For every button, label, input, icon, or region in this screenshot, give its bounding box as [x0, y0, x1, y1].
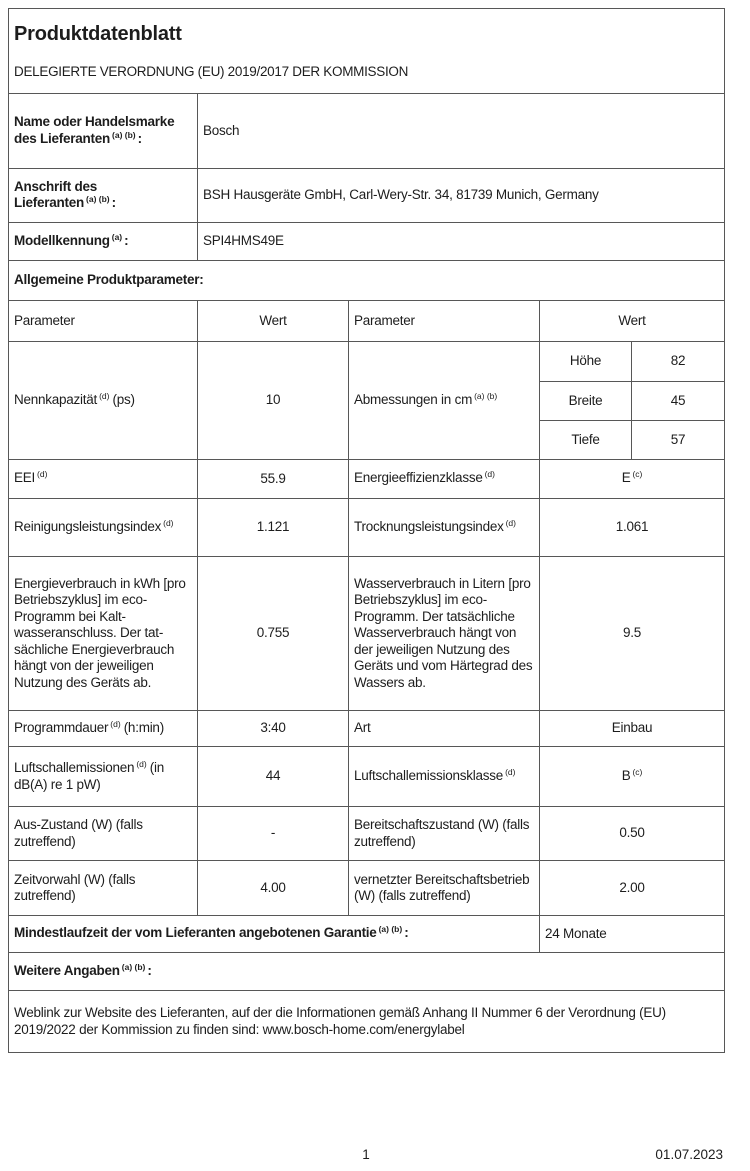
- drying-index-value: 1.061: [540, 499, 725, 557]
- section-title-row: [9, 261, 725, 301]
- noise-class-label-cell: [349, 747, 540, 807]
- model-id-row: [9, 223, 725, 261]
- standby-label: Bereitschaftszustand (W) (falls zutreffend): [349, 807, 540, 861]
- noise-class-value: B: [621, 767, 631, 783]
- capacity-label-cell: [9, 342, 198, 460]
- capacity-unit: (ps): [112, 391, 135, 407]
- dimension-value-breite: 45: [632, 382, 725, 421]
- footnote-marks: (a) (b): [121, 961, 146, 972]
- eei-label: EEI: [14, 470, 36, 486]
- eei-row: [9, 460, 725, 499]
- type-value: Einbau: [540, 711, 725, 747]
- footer-date: 01.07.2023: [655, 1147, 723, 1162]
- warranty-value: 24 Monate: [540, 916, 725, 953]
- programme-duration-value: 3:40: [198, 711, 349, 747]
- consumption-row: [9, 557, 725, 711]
- header-cell: [9, 9, 725, 94]
- warranty-label-cell: [9, 916, 540, 953]
- off-mode-label: Aus-Zustand (W) (falls zutreffend): [9, 807, 198, 861]
- noise-value: 44: [198, 747, 349, 807]
- noise-label-cell: [9, 747, 198, 807]
- programme-duration-label-cell: [9, 711, 198, 747]
- supplier-address-label-cell: [9, 169, 198, 223]
- page-title: Produktdatenblatt: [14, 22, 182, 45]
- footnote-marks: (c): [632, 766, 643, 777]
- footnote-marks: (d): [110, 718, 121, 729]
- supplier-name-label-cell: [9, 94, 198, 169]
- programme-duration-label: Programmdauer: [14, 719, 109, 735]
- capacity-value: 10: [198, 342, 349, 460]
- dimension-name-hoehe: Höhe: [540, 342, 632, 382]
- additional-info-row: [9, 953, 725, 991]
- supplier-name-row: [9, 94, 725, 169]
- water-consumption-value: 9.5: [540, 557, 725, 711]
- footnote-marks: (d): [505, 766, 516, 777]
- networked-standby-value: 2.00: [540, 861, 725, 916]
- eei-value: 55.9: [198, 460, 349, 499]
- footnote-marks: (a) (b): [112, 129, 136, 140]
- footnote-marks: (d): [37, 469, 48, 480]
- weblink-row: [9, 991, 725, 1053]
- cleaning-index-row: [9, 499, 725, 557]
- noise-label: Luftschallemissionen: [14, 759, 135, 775]
- programme-duration-unit: (h:min): [123, 719, 164, 735]
- colon: :: [404, 925, 409, 941]
- footnote-marks: (a) (b): [474, 390, 498, 401]
- colon: :: [147, 962, 152, 978]
- colon: :: [124, 232, 129, 248]
- col-header-parameter-2: Parameter: [349, 301, 540, 342]
- capacity-dimensions-row: [9, 342, 725, 382]
- dimension-name-tiefe: Tiefe: [540, 421, 632, 460]
- water-consumption-label: Wasserverbrauch in Litern [pro Betriebszyklus] im eco-Programm. Der tatsächliche Wasserverbrauch hängt von der jeweiligen Nutzung des Geräts und vom Härtegrad des Wassers ab.: [349, 557, 540, 711]
- col-header-parameter-1: Parameter: [9, 301, 198, 342]
- dimension-name-breite: Breite: [540, 382, 632, 421]
- supplier-address-value: BSH Hausgeräte GmbH, Carl-Wery-Str. 34, 81739 Munich, Germany: [198, 169, 725, 223]
- warranty-row: [9, 916, 725, 953]
- header-row: [9, 9, 725, 94]
- energy-class-label: Energieeffizienzklasse: [354, 470, 483, 486]
- standby-value: 0.50: [540, 807, 725, 861]
- page-footer: [8, 1147, 724, 1165]
- cleaning-index-label: Reinigungsleistungsindex: [14, 518, 162, 534]
- additional-info-label-cell: [9, 953, 725, 991]
- noise-unit: (in dB(A) re 1 pW): [14, 759, 164, 792]
- weblink-text: Weblink zur Website des Lieferanten, auf der die Informationen gemäß Anhang II Nummer 6 der Verordnung (EU) 2019/2022 der Kommission zu finden sind: www.bosch-home.com/energylabel: [9, 991, 725, 1053]
- noise-row: [9, 747, 725, 807]
- energy-consumption-value: 0.755: [198, 557, 349, 711]
- footnote-marks: (d): [99, 390, 110, 401]
- energy-class-label-cell: [349, 460, 540, 499]
- programme-duration-row: [9, 711, 725, 747]
- model-id-label: Modellkennung: [14, 232, 110, 248]
- section-title: Allgemeine Produktparameter:: [9, 261, 725, 301]
- cleaning-index-value: 1.121: [198, 499, 349, 557]
- additional-info-label: Weitere Angaben: [14, 962, 120, 978]
- delay-start-value: 4.00: [198, 861, 349, 916]
- drying-index-label-cell: [349, 499, 540, 557]
- supplier-address-label: Anschrift des Lieferanten: [14, 178, 98, 210]
- dimensions-label-cell: [349, 342, 540, 460]
- col-header-wert-2: Wert: [540, 301, 725, 342]
- column-header-row: [9, 301, 725, 342]
- supplier-name-label: Name oder Handelsmarke des Lieferanten: [14, 114, 175, 146]
- supplier-address-row: [9, 169, 725, 223]
- eei-label-cell: [9, 460, 198, 499]
- cleaning-index-label-cell: [9, 499, 198, 557]
- networked-standby-label: vernetzter Bereitschaftsbetrieb (W) (falls zutreffend): [349, 861, 540, 916]
- noise-class-label: Luftschallemissionsklasse: [354, 767, 504, 783]
- capacity-label: Nennkapazität: [14, 391, 98, 407]
- footnote-marks: (d): [136, 758, 147, 769]
- energy-class-value: E: [621, 470, 631, 486]
- supplier-name-value: Bosch: [198, 94, 725, 169]
- page-number: 1: [362, 1147, 370, 1162]
- drying-index-label: Trocknungsleistungsindex: [354, 518, 504, 534]
- off-mode-row: [9, 807, 725, 861]
- delay-start-label: Zeitvorwahl (W) (falls zutreffend): [9, 861, 198, 916]
- colon: :: [137, 130, 142, 146]
- footnote-marks: (d): [163, 517, 174, 528]
- footnote-marks: (a) (b): [378, 924, 403, 935]
- type-label: Art: [349, 711, 540, 747]
- footnote-marks: (c): [632, 469, 643, 480]
- dimension-value-hoehe: 82: [632, 342, 725, 382]
- datasheet-table: [8, 8, 725, 1053]
- energy-class-value-cell: [540, 460, 725, 499]
- footnote-marks: (a): [111, 231, 123, 242]
- colon: :: [111, 195, 116, 210]
- dimensions-label: Abmessungen in cm: [354, 391, 473, 407]
- warranty-label: Mindestlaufzeit der vom Lieferanten angebotenen Garantie: [14, 925, 377, 941]
- noise-class-value-cell: [540, 747, 725, 807]
- energy-consumption-label: Energieverbrauch in kWh [pro Betriebszyklus] im eco-Programm bei Kaltwasseranschluss. Der tatsächliche Energieverbrauch hängt von der jeweiligen Nutzung des Geräts ab.: [9, 557, 198, 711]
- model-id-value: SPI4HMS49E: [198, 223, 725, 261]
- delay-start-row: [9, 861, 725, 916]
- footnote-marks: (d): [484, 469, 495, 480]
- regulation-subtitle: DELEGIERTE VERORDNUNG (EU) 2019/2017 DER KOMMISSION: [14, 63, 409, 79]
- footnote-marks: (a) (b): [86, 194, 110, 204]
- col-header-wert-1: Wert: [198, 301, 349, 342]
- footnote-marks: (d): [505, 517, 516, 528]
- off-mode-value: -: [198, 807, 349, 861]
- model-id-label-cell: [9, 223, 198, 261]
- dimension-value-tiefe: 57: [632, 421, 725, 460]
